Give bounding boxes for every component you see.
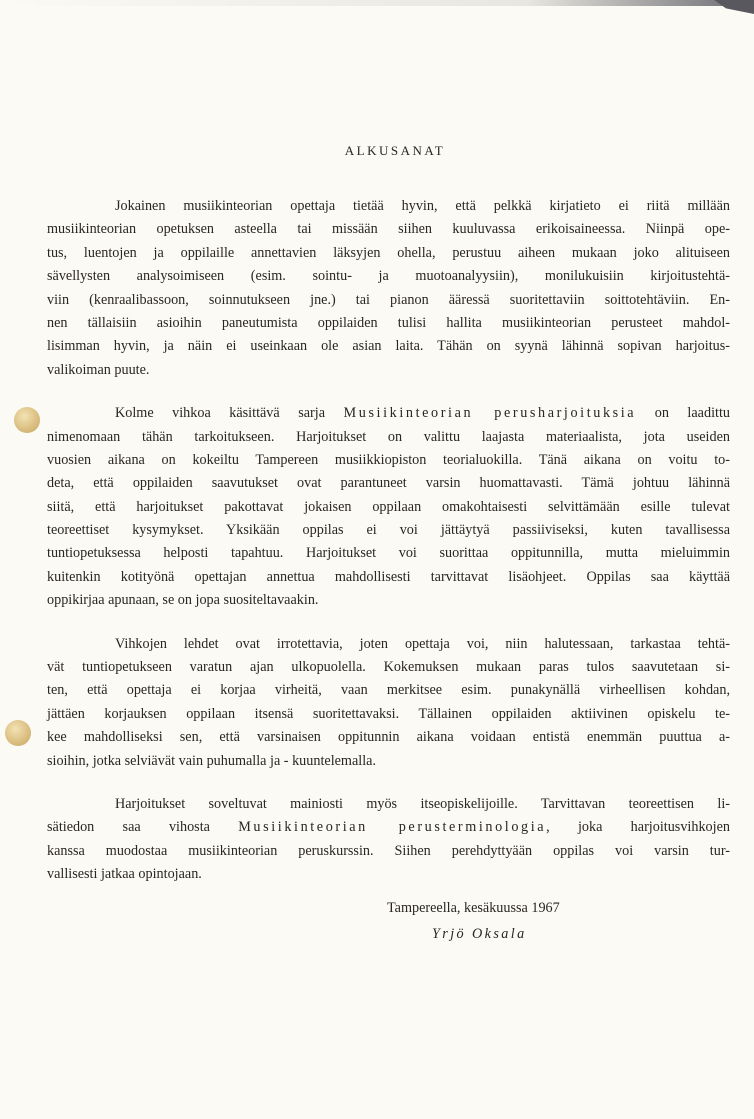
text-segment: vuosien aikana on kokeiltu Tampereen musiikkiopiston teorialuokilla. Tänä aikana on voitu to- [47,451,730,468]
text-line [47,793,730,816]
text-line [47,496,730,519]
text-segment: Vihkojen lehdet ovat irrotettavia, joten opettaja voi, niin halutessaan, tarkastaa tehtä- [115,635,730,652]
text-segment: lisimman hyvin, ja näin ei useinkaan ole asian laita. Tähän on syynä lähinnä sopivan harjoitus- [47,338,730,355]
text-segment: ten, että opettaja ei korjaa virheitä, vaan merkitsee esim. punakynällä virheellisen kohdan, [47,682,730,699]
signature-author: Yrjö Oksala [432,926,527,942]
text-segment: Jokainen musiikinteorian opettaja tietää hyvin, että pelkkä kirjatieto ei riitä millään [115,198,730,214]
scan-corner-shadow [714,0,754,14]
text-line [47,359,730,382]
text-line [47,519,730,542]
text-line [47,589,730,612]
text-segment: vallisesti jatkaa opintojaan. [47,866,202,883]
text-line [47,335,730,358]
text-segment: tus, luentojen ja oppilaille annettavien läksyjen ohella, perustuu aiheen mukaan joko alituiseen [47,244,730,261]
text-line [47,726,730,749]
text-segment: oppikirjaa apunaan, se on jopa suositeltavaakin. [47,592,319,609]
text-line [47,242,730,265]
text-line [47,289,730,312]
text-segment: Kolme vihkoa käsittävä sarja [115,405,344,422]
text-segment: kanssa muodostaa musiikinteorian peruskurssin. Siihen perehdyttyään oppilas voi varsin tur- [47,842,730,859]
page-title: ALKUSANAT [344,143,446,158]
text-segment: sätiedon saa vihosta [47,819,239,836]
punch-hole-top [14,407,40,433]
text-line [47,750,730,773]
text-segment: sävellysten analysoimiseen (esim. sointu- ja muotoanalyysiin), monilukuisiin kirjoitustehtä- [47,268,730,285]
punch-hole-bottom [5,720,31,746]
text-line [47,402,730,425]
text-segment: valikoiman puute. [47,361,150,378]
text-segment: musiikinteorian opetuksen asteella tai missään siihen kuuluvassa erikoisaineessa. Niinpä ope- [47,221,730,238]
text-line [47,840,730,863]
book-title: Musiikinteorian perusterminologia [238,819,547,836]
text-segment: nimenomaan tähän tarkoitukseen. Harjoitukset on valittu laajasta materiaalista, jota useiden [47,428,730,445]
paragraph [47,793,730,887]
book-title: Musiikinteorian perusharjoituksia [343,405,637,422]
text-line [47,656,730,679]
text-segment: teoreettiset kysymykset. Yksikään oppilas ei voi jättäytyä passiiviseksi, kuten tavallisessa [47,522,730,539]
signature-place-date: Tampereella, kesäkuussa 1967 [387,900,560,916]
text-line [47,472,730,495]
paragraph [47,633,730,773]
preface-body [47,195,730,907]
text-segment: siitä, että harjoitukset pakottavat jokaisen oppilaan omakohtaisesti selvittämään esille tulevat [47,498,730,515]
text-line [47,633,730,656]
text-line [47,218,730,241]
text-line [47,449,730,472]
text-line [47,426,730,449]
text-line [47,265,730,288]
text-line [47,679,730,702]
text-segment: jättäen korjauksen oppilaan itsensä suoritettavaksi. Tällainen oppilaiden aktiivinen opiskelu te- [47,705,730,722]
text-line [47,566,730,589]
text-segment: , joka harjoitusvihkojen [546,819,730,836]
paragraph [47,195,730,382]
text-segment: nen tällaisiin asioihin paneutumista oppilaiden tulisi hallita musiikinteorian perusteet mahdol- [47,314,730,331]
paragraph [47,402,730,613]
text-segment: deta, että oppilaiden saavutukset ovat parantuneet varsin huomattavasti. Tämä johtuu lähinnä [47,475,730,492]
text-segment: Harjoitukset soveltuvat mainiosti myös itseopiskelijoille. Tarvittavan teoreettisen li- [115,795,730,812]
text-segment: vät tuntiopetukseen varatun ajan ulkopuolella. Kokemuksen mukaan paras tulos saavutetaan si- [47,659,730,676]
text-segment: sioihin, jotka selviävät vain puhumalla ja - kuuntelemalla. [47,752,376,769]
text-segment: kuitenkin kotityönä opettajan annettua mahdollisesti tarvittavat lisäohjeet. Oppilas saa käyttää [47,568,730,585]
text-line [47,195,730,218]
text-line [47,816,730,839]
text-line [47,863,730,886]
text-segment: viin (kenraalibassoon, soinnutukseen jne.) tai pianon ääressä suoritettaviin soittotehtäviin. En- [47,291,730,308]
text-segment: kee mahdolliseksi sen, että varsinaisen oppitunnin aikana voidaan entistä enemmän puuttua a- [47,729,730,746]
text-line [47,312,730,335]
text-line [47,703,730,726]
text-segment: tuntiopetuksessa helposti tapahtuu. Harjoitukset voi suorittaa oppitunnilla, mutta mieluimmin [47,545,730,562]
text-line [47,542,730,565]
text-segment: on laadittu [636,405,730,422]
scan-top-edge [0,0,754,6]
